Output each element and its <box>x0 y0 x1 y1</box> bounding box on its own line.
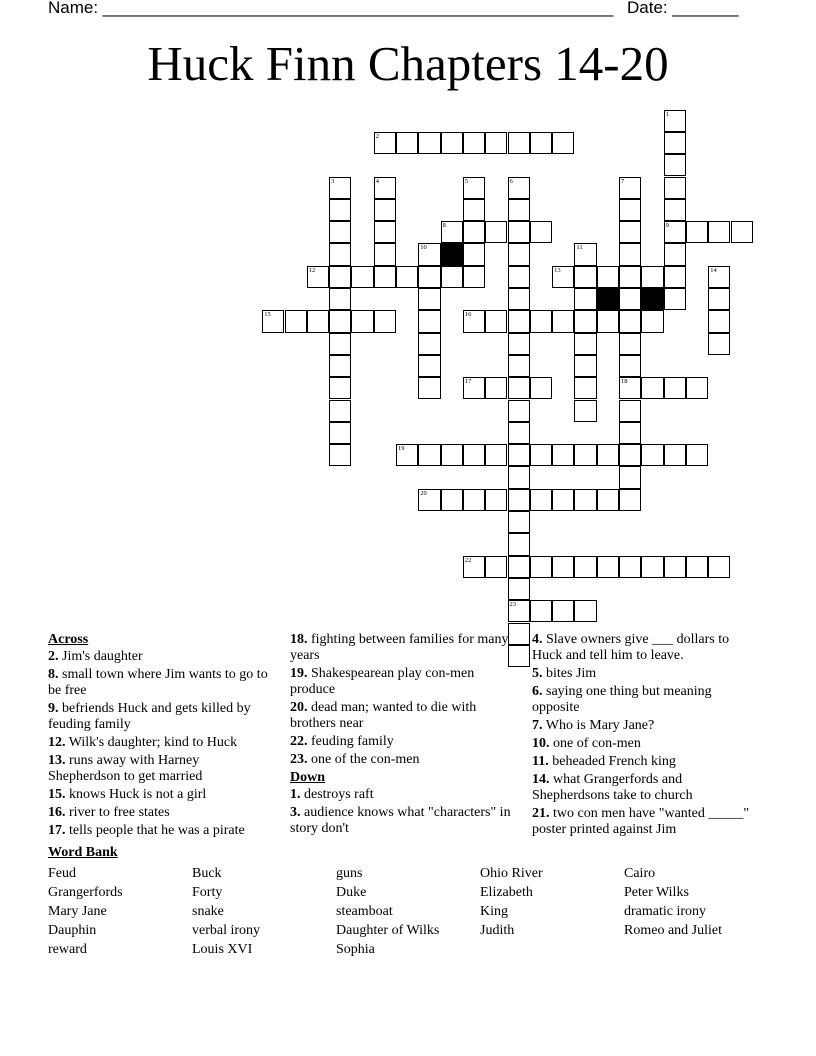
crossword-cell[interactable] <box>619 333 641 355</box>
crossword-cell[interactable] <box>619 466 641 488</box>
crossword-cell[interactable] <box>285 310 307 332</box>
word-bank-item: Dauphin <box>48 923 97 938</box>
crossword-cell[interactable] <box>619 288 641 310</box>
crossword-cell[interactable] <box>485 556 507 578</box>
clue-down-11: 11. beheaded French king <box>532 754 676 769</box>
crossword-clue-number: 12 <box>308 266 316 274</box>
crossword-cell[interactable] <box>485 221 507 243</box>
crossword-cell[interactable] <box>619 310 641 332</box>
crossword-cell[interactable] <box>708 556 730 578</box>
crossword-cell[interactable] <box>597 266 619 288</box>
down-heading: Down <box>290 770 326 785</box>
crossword-cell[interactable] <box>597 444 619 466</box>
word-bank-item: Peter Wilks <box>624 885 689 900</box>
crossword-cell[interactable] <box>508 199 530 221</box>
crossword-cell[interactable] <box>574 288 596 310</box>
crossword-cell[interactable] <box>463 444 485 466</box>
clues-column-2 <box>290 630 512 839</box>
crossword-cell[interactable] <box>664 132 686 154</box>
crossword-cell[interactable] <box>485 377 507 399</box>
crossword-cell[interactable] <box>441 266 463 288</box>
crossword-cell[interactable] <box>374 199 396 221</box>
clue-down-14: 14. what Grangerfords and Shepherdsons take to church <box>532 772 693 803</box>
word-bank-item: King <box>480 904 508 919</box>
crossword-cell[interactable] <box>664 177 686 199</box>
crossword-cell[interactable] <box>619 243 641 265</box>
clue-down-5: 5. bites Jim <box>532 666 597 681</box>
crossword-cell[interactable] <box>441 489 463 511</box>
word-bank-item: Ohio River <box>480 866 543 881</box>
crossword-cell[interactable] <box>552 556 574 578</box>
crossword-cell[interactable] <box>418 266 440 288</box>
word-bank-item: Forty <box>192 885 223 900</box>
crossword-cell[interactable] <box>574 489 596 511</box>
crossword-cell[interactable] <box>374 266 396 288</box>
crossword-cell[interactable] <box>574 556 596 578</box>
crossword-cell[interactable] <box>418 377 440 399</box>
word-bank-item: snake <box>192 904 224 919</box>
crossword-clue-number: 8 <box>442 222 446 230</box>
crossword-cell[interactable] <box>597 489 619 511</box>
word-bank-column <box>480 864 620 940</box>
crossword-clue-number: 20 <box>420 489 427 497</box>
crossword-cell[interactable] <box>329 422 351 444</box>
crossword-cell[interactable] <box>418 333 440 355</box>
crossword-cell[interactable] <box>508 533 530 555</box>
crossword-cell[interactable] <box>418 355 440 377</box>
crossword-cell[interactable] <box>329 355 351 377</box>
crossword-cell[interactable] <box>329 444 351 466</box>
word-bank-item: Duke <box>336 885 367 900</box>
crossword-clue-number: 5 <box>464 177 469 185</box>
word-bank-item: Cairo <box>624 866 656 881</box>
crossword-clue-number: 23 <box>509 601 516 609</box>
crossword-cell[interactable] <box>396 132 418 154</box>
crossword-cell[interactable] <box>329 221 351 243</box>
crossword-cell[interactable] <box>508 333 530 355</box>
crossword-cell[interactable] <box>664 199 686 221</box>
crossword-cell[interactable] <box>418 288 440 310</box>
word-bank-item: verbal irony <box>192 923 261 938</box>
crossword-cell[interactable] <box>530 377 552 399</box>
crossword-cell[interactable] <box>574 377 596 399</box>
clue-across-16: 16. river to free states <box>48 805 170 820</box>
crossword-cell[interactable] <box>463 132 485 154</box>
crossword-cell[interactable] <box>664 154 686 176</box>
crossword-cell[interactable] <box>708 221 730 243</box>
crossword-cell[interactable] <box>574 444 596 466</box>
crossword-clue-number: 10 <box>420 244 427 252</box>
word-bank-title: Word Bank <box>48 845 118 860</box>
crossword-cell[interactable] <box>508 266 530 288</box>
crossword-cell[interactable] <box>374 243 396 265</box>
crossword-cell[interactable] <box>508 489 530 511</box>
crossword-clue-number: 7 <box>621 177 625 185</box>
crossword-clue-number: 22 <box>464 556 472 564</box>
clue-down-10: 10. one of con-men <box>532 736 641 751</box>
crossword-cell[interactable] <box>552 600 574 622</box>
crossword-cell[interactable] <box>686 377 708 399</box>
crossword-cell[interactable] <box>329 400 351 422</box>
crossword-clue-number: 13 <box>554 266 561 274</box>
crossword-cell[interactable] <box>619 355 641 377</box>
crossword-cell[interactable] <box>463 243 485 265</box>
crossword-clue-number: 6 <box>509 177 513 185</box>
crossword-cell[interactable] <box>508 288 530 310</box>
crossword-cell[interactable] <box>619 556 641 578</box>
crossword-cell[interactable] <box>641 377 663 399</box>
crossword-cell[interactable] <box>619 199 641 221</box>
word-bank-item: Louis XVI <box>192 942 253 957</box>
clue-across-20: 20. dead man; wanted to die with brothers near <box>290 700 477 731</box>
crossword-cell[interactable] <box>508 377 530 399</box>
crossword-cell[interactable] <box>530 310 552 332</box>
crossword-cell[interactable] <box>552 310 574 332</box>
crossword-black-cell <box>641 288 663 310</box>
clues-column-3 <box>532 630 754 840</box>
crossword-clue-number: 3 <box>331 177 335 185</box>
crossword-cell[interactable] <box>329 377 351 399</box>
crossword-black-cell <box>597 288 619 310</box>
crossword-clue-number: 14 <box>710 266 717 274</box>
crossword-cell[interactable] <box>530 444 552 466</box>
crossword-cell[interactable] <box>530 132 552 154</box>
crossword-cell[interactable] <box>485 310 507 332</box>
date-field-label: Date: _______ <box>627 0 739 17</box>
crossword-cell[interactable] <box>574 333 596 355</box>
crossword-cell[interactable] <box>664 288 686 310</box>
crossword-cell[interactable] <box>708 310 730 332</box>
clue-down-1: 1. destroys raft <box>290 787 374 802</box>
word-bank-column <box>624 864 764 940</box>
crossword-cell[interactable] <box>508 132 530 154</box>
crossword-cell[interactable] <box>641 556 663 578</box>
crossword-cell[interactable] <box>307 310 329 332</box>
word-bank-item: steamboat <box>336 904 393 919</box>
crossword-cell[interactable] <box>463 221 485 243</box>
word-bank-item: Romeo and Juliet <box>624 923 722 938</box>
word-bank-item: Elizabeth <box>480 885 533 900</box>
crossword-cell[interactable] <box>329 243 351 265</box>
crossword-cell[interactable] <box>418 444 440 466</box>
crossword-cell[interactable] <box>418 310 440 332</box>
crossword-clue-number: 9 <box>665 222 669 230</box>
crossword-cell[interactable] <box>508 221 530 243</box>
word-bank-item: Daughter of Wilks <box>336 923 440 938</box>
crossword-cell[interactable] <box>508 444 530 466</box>
crossword-cell[interactable] <box>441 444 463 466</box>
crossword-cell[interactable] <box>374 221 396 243</box>
crossword-cell[interactable] <box>641 444 663 466</box>
crossword-cell[interactable] <box>329 288 351 310</box>
crossword-cell[interactable] <box>686 444 708 466</box>
crossword-cell[interactable] <box>664 243 686 265</box>
crossword-cell[interactable] <box>597 556 619 578</box>
crossword-cell[interactable] <box>686 556 708 578</box>
crossword-cell[interactable] <box>463 489 485 511</box>
crossword-cell[interactable] <box>574 310 596 332</box>
clue-across-22: 22. feuding family <box>290 734 394 749</box>
crossword-cell[interactable] <box>619 489 641 511</box>
clue-across-8: 8. small town where Jim wants to go to be free <box>48 667 268 698</box>
crossword-cell[interactable] <box>508 422 530 444</box>
clue-down-3: 3. audience knows what "characters" in story don't <box>290 805 511 836</box>
crossword-cell[interactable] <box>530 221 552 243</box>
crossword-cell[interactable] <box>485 444 507 466</box>
crossword-cell[interactable] <box>619 221 641 243</box>
word-bank-item: reward <box>48 942 87 957</box>
clues-column-1 <box>48 630 270 841</box>
crossword-cell[interactable] <box>552 132 574 154</box>
clue-across-13: 13. runs away with Harney Shepherdson to get married <box>48 753 203 784</box>
crossword-cell[interactable] <box>597 310 619 332</box>
word-bank-item: guns <box>336 866 363 881</box>
word-bank-item: Sophia <box>336 942 375 957</box>
word-bank-item: Judith <box>480 923 515 938</box>
crossword-cell[interactable] <box>329 310 351 332</box>
crossword-cell[interactable] <box>552 489 574 511</box>
crossword-cell[interactable] <box>329 266 351 288</box>
crossword-clue-number: 1 <box>665 110 669 118</box>
clue-across-17: 17. tells people that he was a pirate <box>48 823 245 838</box>
crossword-cell[interactable] <box>619 400 641 422</box>
word-bank-column <box>192 864 332 959</box>
crossword-clue-number: 15 <box>264 311 271 319</box>
crossword-clue-number: 17 <box>464 378 472 386</box>
crossword-cell[interactable] <box>619 422 641 444</box>
crossword-cell[interactable] <box>508 578 530 600</box>
word-bank-item: Grangerfords <box>48 885 123 900</box>
crossword-cell[interactable] <box>485 132 507 154</box>
crossword-cell[interactable] <box>664 556 686 578</box>
crossword-cell[interactable] <box>351 310 373 332</box>
crossword-cell[interactable] <box>508 400 530 422</box>
clue-down-6: 6. saying one thing but meaning opposite <box>532 684 712 715</box>
clue-across-12: 12. Wilk's daughter; kind to Huck <box>48 735 238 750</box>
crossword-clue-number: 2 <box>375 132 379 140</box>
word-bank-item: Feud <box>48 866 76 881</box>
crossword-cell[interactable] <box>731 221 753 243</box>
word-bank-column <box>48 864 188 959</box>
word-bank-item: Mary Jane <box>48 904 107 919</box>
crossword-cell[interactable] <box>463 266 485 288</box>
clue-down-4: 4. Slave owners give ___ dollars to Huck and tell him to leave. <box>532 632 730 663</box>
crossword-cell[interactable] <box>708 333 730 355</box>
crossword-cell[interactable] <box>508 355 530 377</box>
crossword-cell[interactable] <box>574 600 596 622</box>
crossword-cell[interactable] <box>508 556 530 578</box>
crossword-cell[interactable] <box>485 489 507 511</box>
crossword-cell[interactable] <box>686 221 708 243</box>
crossword-black-cell <box>441 243 463 265</box>
clue-across-23: 23. one of the con-men <box>290 752 420 767</box>
clue-across-18: 18. fighting between families for many years <box>290 632 509 663</box>
crossword-cell[interactable] <box>552 444 574 466</box>
crossword-cell[interactable] <box>530 489 552 511</box>
crossword-cell[interactable] <box>508 243 530 265</box>
clue-across-19: 19. Shakespearean play con-men produce <box>290 666 475 697</box>
crossword-clue-number: 19 <box>398 445 405 453</box>
crossword-cell[interactable] <box>641 266 663 288</box>
crossword-cell[interactable] <box>708 288 730 310</box>
clue-down-21: 21. two con men have "wanted _____" poster printed against Jim <box>532 806 750 837</box>
crossword-cell[interactable] <box>664 444 686 466</box>
crossword-cell[interactable] <box>351 266 373 288</box>
word-bank-item: dramatic irony <box>624 904 707 919</box>
crossword-cell[interactable] <box>508 511 530 533</box>
crossword-cell[interactable] <box>574 355 596 377</box>
crossword-cell[interactable] <box>574 400 596 422</box>
crossword-cell[interactable] <box>441 132 463 154</box>
clue-down-7: 7. Who is Mary Jane? <box>532 718 655 733</box>
word-bank-item: Buck <box>192 866 222 881</box>
crossword-clue-number: 11 <box>576 244 583 252</box>
crossword-cell[interactable] <box>463 199 485 221</box>
crossword-cell[interactable] <box>574 266 596 288</box>
crossword-clue-number: 4 <box>375 177 379 185</box>
crossword-cell[interactable] <box>530 600 552 622</box>
crossword-cell[interactable] <box>641 310 663 332</box>
crossword-cell[interactable] <box>329 333 351 355</box>
crossword-clue-number: 16 <box>464 311 472 319</box>
clue-across-15: 15. knows Huck is not a girl <box>48 787 207 802</box>
crossword-clue-number: 18 <box>621 378 628 386</box>
word-bank <box>48 845 722 957</box>
crossword-cell[interactable] <box>396 266 418 288</box>
page-title: Huck Finn Chapters 14-20 <box>147 36 669 91</box>
crossword-cell[interactable] <box>530 556 552 578</box>
clue-across-2: 2. Jim's daughter <box>48 649 143 664</box>
crossword-cell[interactable] <box>619 266 641 288</box>
crossword-cell[interactable] <box>508 466 530 488</box>
clue-across-9: 9. befriends Huck and gets killed by feuding family <box>48 701 251 732</box>
word-bank-column <box>336 864 476 959</box>
crossword-cell[interactable] <box>508 310 530 332</box>
crossword-cell[interactable] <box>664 377 686 399</box>
crossword-cell[interactable] <box>664 266 686 288</box>
crossword-cell[interactable] <box>418 132 440 154</box>
across-heading: Across <box>48 632 89 647</box>
crossword-cell[interactable] <box>374 310 396 332</box>
name-field-label: Name: ______________________________________________________ <box>48 0 614 17</box>
crossword-cell[interactable] <box>619 444 641 466</box>
crossword-cell[interactable] <box>329 199 351 221</box>
